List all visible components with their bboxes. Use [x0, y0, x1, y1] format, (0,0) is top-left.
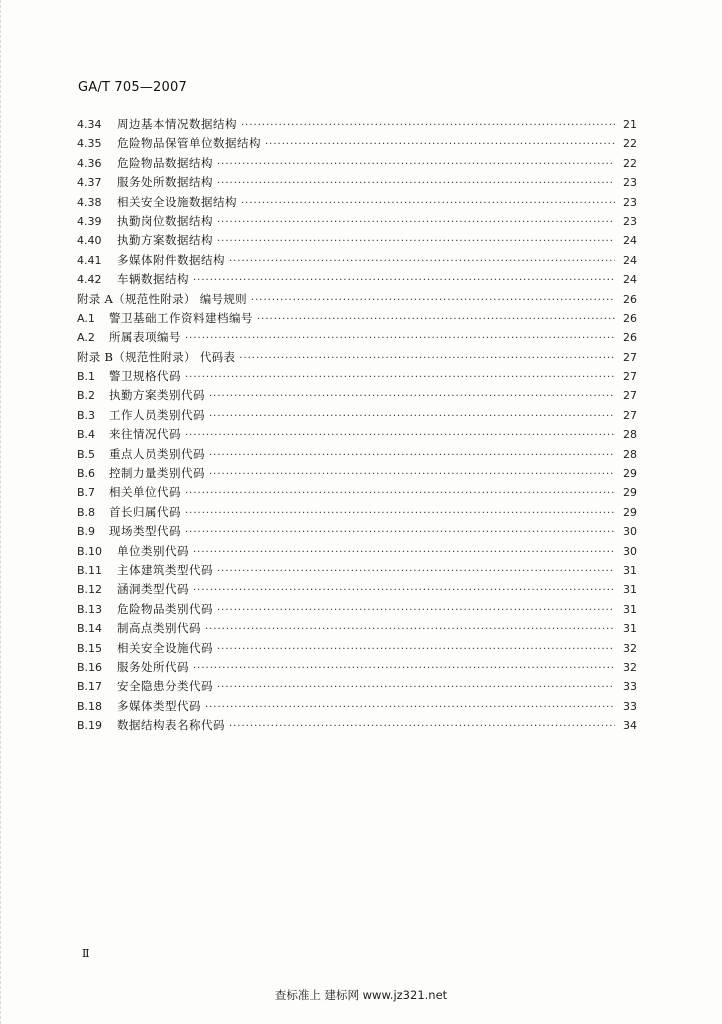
toc-leader-dots — [185, 504, 615, 523]
toc-entry-page: 30 — [623, 525, 637, 539]
toc-entry[interactable] — [77, 639, 637, 658]
toc-entry-number: B.5 — [77, 447, 96, 461]
toc-entry-number: A.1 — [77, 311, 95, 325]
toc-entry-number: 4.36 — [77, 156, 102, 170]
toc-entry[interactable] — [77, 658, 637, 677]
toc-entry-title: 危险物品保管单位数据结构 — [117, 136, 261, 151]
toc-leader-dots — [217, 232, 615, 251]
toc-entry-number: 4.38 — [77, 195, 102, 209]
toc-leader-dots — [217, 155, 615, 174]
toc-entry-page: 29 — [623, 486, 637, 500]
toc-entry-number: B.2 — [77, 389, 96, 403]
toc-entry-page: 28 — [623, 428, 637, 442]
toc-entry-page: 27 — [623, 370, 637, 384]
toc-entry-title: 重点人员类别代码 — [109, 446, 205, 461]
toc-entry-title: 数据结构表名称代码 — [117, 718, 225, 733]
toc-entry[interactable] — [77, 328, 637, 347]
toc-entry-title: 工作人员类别代码 — [109, 407, 205, 422]
toc-entry-page: 23 — [623, 195, 637, 209]
toc-entry-number: 4.37 — [77, 176, 102, 190]
toc-entry-title: 危险物品类别代码 — [117, 601, 213, 616]
toc-entry-page: 31 — [623, 563, 637, 577]
toc-entry[interactable] — [77, 309, 637, 328]
toc-entry-page: 34 — [623, 719, 637, 733]
toc-entry[interactable] — [77, 716, 637, 735]
toc-entry-number: B.11 — [77, 563, 103, 577]
toc-entry-title: 执勤方案类别代码 — [109, 388, 205, 403]
toc-entry[interactable] — [77, 445, 637, 464]
site-watermark: 查标准上 建标网 www.jz321.net — [274, 988, 448, 1002]
toc-leader-dots — [209, 465, 615, 484]
toc-entry[interactable] — [77, 193, 637, 212]
toc-leader-dots — [185, 368, 615, 387]
scan-edge-mark — [0, 0, 4, 1024]
toc-leader-dots — [205, 698, 615, 717]
toc-entry-title: 制高点类别代码 — [117, 621, 201, 636]
toc-entry-title: 服务处所数据结构 — [117, 175, 213, 190]
toc-entry-title: 车辆数据结构 — [117, 272, 189, 287]
toc-entry-page: 21 — [623, 118, 637, 131]
toc-entry[interactable] — [77, 522, 637, 541]
toc-entry-number: B.10 — [77, 544, 103, 558]
toc-entry[interactable] — [77, 134, 637, 153]
toc-entry-title: 控制力量类别代码 — [109, 466, 205, 481]
toc-entry-number: B.7 — [77, 486, 96, 500]
toc-entry-title: 相关安全设施数据结构 — [117, 194, 237, 209]
toc-leader-dots — [185, 484, 615, 503]
toc-entry-title: 相关安全设施代码 — [117, 640, 213, 655]
toc-entry-title: 多媒体附件数据结构 — [117, 252, 225, 267]
toc-entry-number: B.13 — [77, 602, 103, 616]
toc-appendix-entry[interactable] — [77, 290, 637, 309]
toc-entry-page: 26 — [623, 331, 637, 345]
toc-entry[interactable] — [77, 542, 637, 561]
toc-leader-dots — [229, 252, 615, 271]
toc-entry-title: 涵洞类型代码 — [117, 582, 189, 597]
toc-entry[interactable] — [77, 406, 637, 425]
toc-entry-page: 31 — [623, 622, 637, 636]
document-code: GA/T 705—2007 — [78, 80, 187, 95]
toc-entry-number: 4.34 — [77, 118, 102, 131]
toc-appendix-entry[interactable] — [77, 348, 637, 367]
toc-leader-dots — [209, 446, 615, 465]
toc-entry[interactable] — [77, 154, 637, 173]
toc-entry[interactable] — [77, 115, 637, 134]
toc-entry-number: A.2 — [77, 331, 95, 345]
toc-entry-number: B.1 — [77, 370, 96, 384]
toc-entry-title: 来往情况代码 — [109, 427, 181, 442]
toc-entry-title: 主体建筑类型代码 — [117, 562, 213, 577]
toc-leader-dots — [217, 174, 615, 193]
toc-entry-page: 27 — [623, 408, 637, 422]
toc-entry-number: 4.41 — [77, 253, 102, 267]
toc-entry[interactable] — [77, 697, 637, 716]
toc-entry-number: B.3 — [77, 408, 96, 422]
toc-entry-number: B.18 — [77, 699, 103, 713]
toc-leader-dots — [217, 562, 615, 581]
toc-entry-page: 33 — [623, 699, 637, 713]
toc-leader-dots — [239, 349, 615, 368]
toc-leader-dots — [241, 116, 615, 135]
toc-entry-page: 27 — [623, 350, 637, 364]
toc-entry-page: 22 — [623, 137, 637, 151]
toc-entry-title: 现场类型代码 — [109, 524, 181, 539]
toc-entry[interactable] — [77, 677, 637, 696]
toc-entry-number: 4.40 — [77, 234, 102, 248]
toc-entry-page: 22 — [623, 156, 637, 170]
toc-entry[interactable] — [77, 251, 637, 270]
toc-entry-number: B.19 — [77, 719, 103, 733]
toc-leader-dots — [217, 601, 615, 620]
toc-entry-number: B.16 — [77, 660, 103, 674]
toc-entry-title: 警卫规格代码 — [109, 369, 181, 384]
toc-entry-title: 执勤方案数据结构 — [117, 233, 213, 248]
toc-leader-dots — [193, 659, 615, 678]
toc-leader-dots — [193, 581, 615, 600]
toc-entry-title: 所属表项编号 — [109, 330, 181, 345]
toc-entry-title: 周边基本情况数据结构 — [117, 117, 237, 131]
toc-entry[interactable] — [77, 483, 637, 502]
toc-leader-dots — [185, 426, 615, 445]
toc-entry-title: 服务处所代码 — [117, 659, 189, 674]
toc-leader-dots — [217, 678, 615, 697]
toc-leader-dots — [265, 135, 615, 154]
toc-entry[interactable] — [77, 580, 637, 599]
toc-entry-title: 附录 B（规范性附录） 代码表 — [77, 349, 236, 364]
toc-entry[interactable] — [77, 173, 637, 192]
toc-entry-number: B.12 — [77, 583, 103, 597]
toc-entry-number: B.6 — [77, 467, 96, 481]
toc-entry-page: 29 — [623, 467, 637, 481]
toc-leader-dots — [185, 523, 615, 542]
toc-entry[interactable] — [77, 270, 637, 289]
toc-leader-dots — [251, 291, 615, 310]
toc-entry-number: 4.39 — [77, 214, 102, 228]
toc-entry-number: B.4 — [77, 428, 96, 442]
toc-leader-dots — [193, 271, 615, 290]
toc-leader-dots — [217, 640, 615, 659]
toc-entry-page: 24 — [623, 234, 637, 248]
page-number: Ⅱ — [82, 947, 90, 960]
toc-entry-number: B.9 — [77, 525, 96, 539]
table-of-contents — [77, 115, 637, 736]
toc-entry-title: 相关单位代码 — [109, 485, 181, 500]
toc-leader-dots — [209, 387, 615, 406]
toc-entry[interactable] — [77, 600, 637, 619]
toc-entry-page: 28 — [623, 447, 637, 461]
toc-entry-title: 危险物品数据结构 — [117, 155, 213, 170]
toc-entry-title: 附录 A（规范性附录） 编号规则 — [77, 291, 247, 306]
toc-entry[interactable] — [77, 367, 637, 386]
toc-entry-page: 26 — [623, 311, 637, 325]
toc-entry-title: 警卫基础工作资料建档编号 — [109, 310, 253, 325]
toc-entry-page: 33 — [623, 680, 637, 694]
toc-entry[interactable] — [77, 561, 637, 580]
toc-entry[interactable] — [77, 212, 637, 231]
toc-entry-title: 安全隐患分类代码 — [117, 679, 213, 694]
toc-entry-page: 30 — [623, 544, 637, 558]
toc-leader-dots — [193, 543, 615, 562]
toc-leader-dots — [209, 407, 615, 426]
toc-entry-page: 32 — [623, 660, 637, 674]
toc-entry-page: 31 — [623, 583, 637, 597]
toc-entry-number: B.8 — [77, 505, 96, 519]
toc-entry[interactable] — [77, 464, 637, 483]
toc-entry-page: 23 — [623, 176, 637, 190]
toc-entry-page: 23 — [623, 214, 637, 228]
toc-entry-page: 24 — [623, 253, 637, 267]
toc-entry-page: 27 — [623, 389, 637, 403]
toc-leader-dots — [241, 194, 615, 213]
toc-entry-number: B.17 — [77, 680, 103, 694]
toc-entry-title: 多媒体类型代码 — [117, 698, 201, 713]
toc-entry-page: 29 — [623, 505, 637, 519]
toc-entry-number: 4.42 — [77, 273, 102, 287]
toc-entry-title: 单位类别代码 — [117, 543, 189, 558]
toc-entry[interactable] — [77, 619, 637, 638]
toc-entry-page: 31 — [623, 602, 637, 616]
toc-leader-dots — [257, 310, 615, 329]
toc-entry-page: 24 — [623, 273, 637, 287]
toc-leader-dots — [229, 717, 615, 736]
toc-entry-number: B.15 — [77, 641, 103, 655]
toc-entry-title: 首长归属代码 — [109, 504, 181, 519]
toc-leader-dots — [185, 329, 615, 348]
toc-entry[interactable] — [77, 386, 637, 405]
toc-leader-dots — [217, 213, 615, 232]
toc-entry[interactable] — [77, 503, 637, 522]
toc-entry-title: 执勤岗位数据结构 — [117, 213, 213, 228]
toc-entry-page: 26 — [623, 292, 637, 306]
toc-entry[interactable] — [77, 231, 637, 250]
toc-entry-number: 4.35 — [77, 137, 102, 151]
toc-entry-number: B.14 — [77, 622, 103, 636]
toc-leader-dots — [205, 620, 615, 639]
toc-entry[interactable] — [77, 425, 637, 444]
toc-entry-page: 32 — [623, 641, 637, 655]
